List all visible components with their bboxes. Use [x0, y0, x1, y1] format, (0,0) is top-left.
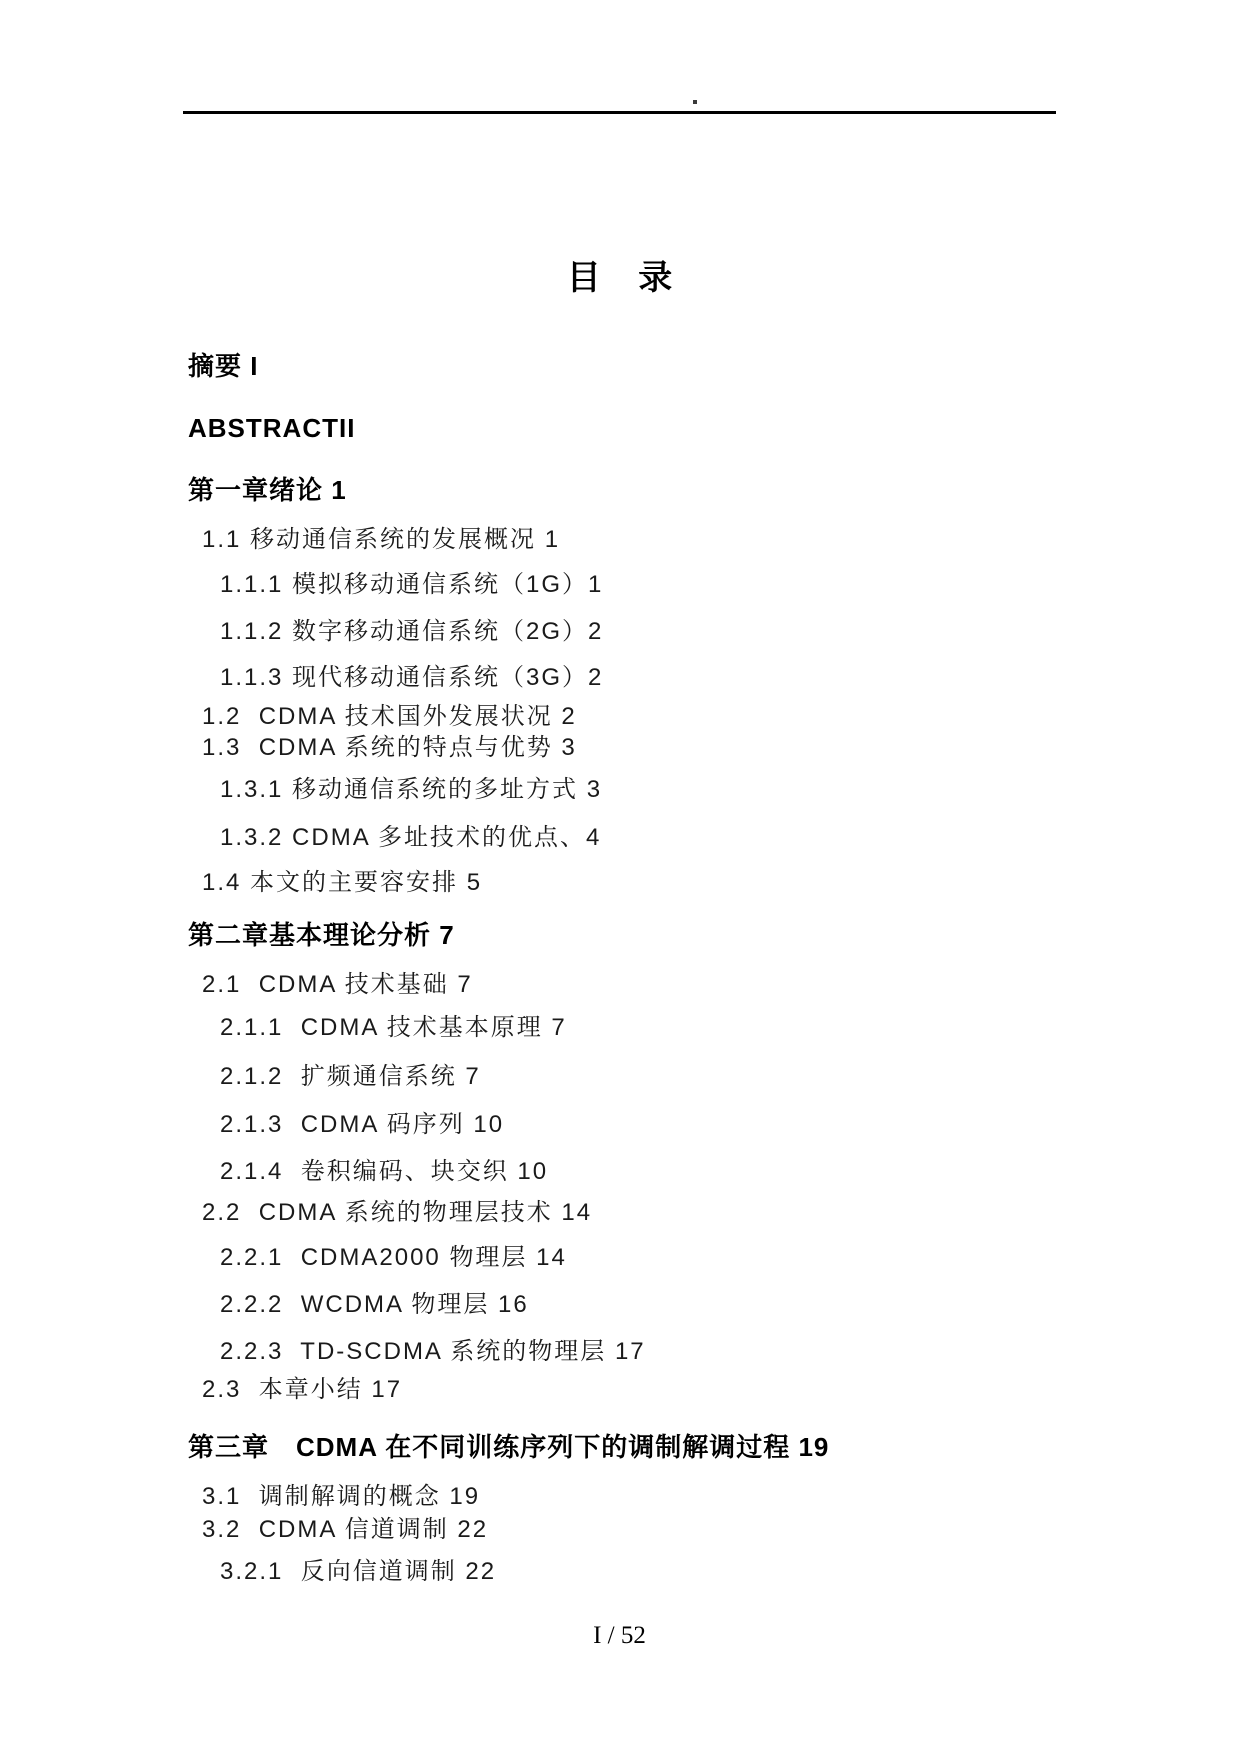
- toc-entry-chapter-1: 第一章绪论 1: [188, 475, 347, 505]
- toc-entry-abstract-cn: 摘要 I: [188, 351, 259, 381]
- toc-entry-1-3: 1.3 CDMA 系统的特点与优势 3: [202, 734, 577, 761]
- toc-entry-3-2-1: 3.2.1 反向信道调制 22: [220, 1558, 497, 1585]
- toc-entry-1-2: 1.2 CDMA 技术国外发展状况 2: [202, 703, 577, 730]
- toc-entry-2-1-2: 2.1.2 扩频通信系统 7: [220, 1063, 481, 1090]
- toc-entry-2-2-1: 2.2.1 CDMA2000 物理层 14: [220, 1244, 567, 1271]
- toc-entry-1-1-3: 1.1.3 现代移动通信系统（3G）2: [220, 664, 604, 691]
- toc-entry-1-1-1: 1.1.1 模拟移动通信系统（1G）1: [220, 571, 604, 598]
- toc-entry-1-3-1: 1.3.1 移动通信系统的多址方式 3: [220, 776, 603, 803]
- toc-entry-2-1: 2.1 CDMA 技术基础 7: [202, 971, 473, 998]
- toc-entry-2-1-3: 2.1.3 CDMA 码序列 10: [220, 1111, 505, 1138]
- toc-entry-chapter-3: 第三章 CDMA 在不同训练序列下的调制解调过程 19: [188, 1432, 830, 1462]
- toc-content: [183, 0, 1056, 1585]
- toc-entry-2-3: 2.3 本章小结 17: [202, 1376, 403, 1403]
- toc-entry-2-1-1: 2.1.1 CDMA 技术基本原理 7: [220, 1014, 567, 1041]
- toc-entry-2-2-3: 2.2.3 TD-SCDMA 系统的物理层 17: [220, 1338, 646, 1365]
- toc-entry-abstract-en: ABSTRACTII: [188, 413, 356, 443]
- toc-entry-1-1-2: 1.1.2 数字移动通信系统（2G）2: [220, 618, 604, 645]
- toc-entry-1-3-2: 1.3.2 CDMA 多址技术的优点、4: [220, 824, 602, 851]
- toc-entry-3-1: 3.1 调制解调的概念 19: [202, 1483, 481, 1510]
- toc-entry-2-1-4: 2.1.4 卷积编码、块交织 10: [220, 1158, 549, 1185]
- toc-entry-1-4: 1.4 本文的主要容安排 5: [202, 869, 483, 896]
- toc-entry-3-2: 3.2 CDMA 信道调制 22: [202, 1516, 489, 1543]
- page-number-footer: I / 52: [593, 1622, 646, 1649]
- page-title: 目 录: [566, 259, 687, 297]
- toc-entry-2-2-2: 2.2.2 WCDMA 物理层 16: [220, 1291, 529, 1318]
- toc-entry-chapter-2: 第二章基本理论分析 7: [188, 920, 455, 950]
- toc-entry-2-2: 2.2 CDMA 系统的物理层技术 14: [202, 1199, 593, 1226]
- toc-entry-1-1: 1.1 移动通信系统的发展概况 1: [202, 526, 561, 553]
